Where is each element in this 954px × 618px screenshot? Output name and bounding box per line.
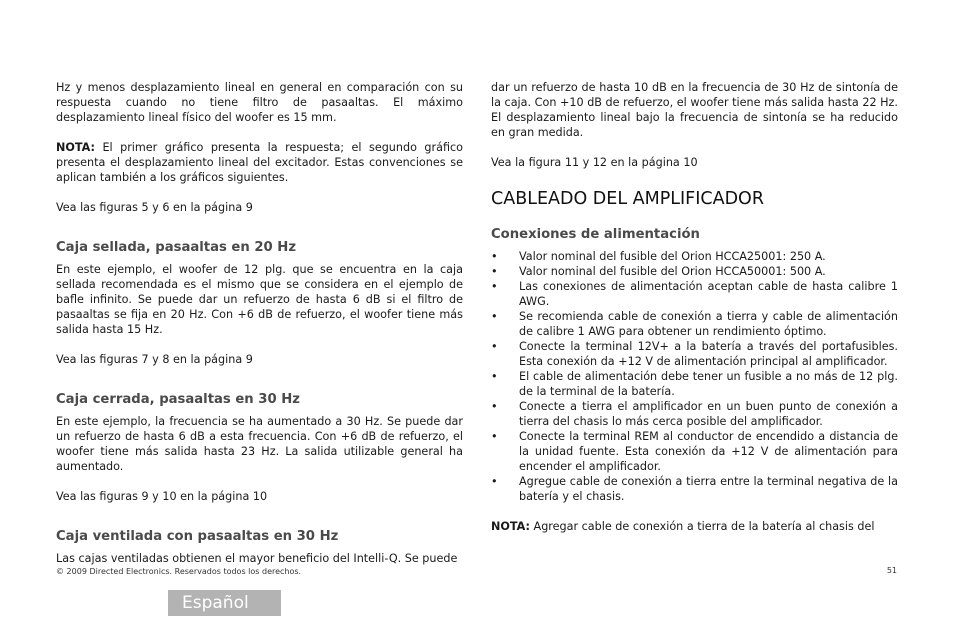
bullet-icon: • bbox=[491, 250, 498, 263]
list-item: • El cable de alimentación debe tener un fusible a no más de 12 plg. de la terminal de la batería. bbox=[491, 370, 898, 398]
list-item: • Conecte a tierra el amplificador en un buen punto de conexión a tierra del chasis lo más cerca posible del amplificador. bbox=[491, 400, 898, 428]
figure-reference-7-8: Vea las figuras 7 y 8 en la página 9 bbox=[56, 353, 253, 366]
bullet-icon: • bbox=[491, 310, 498, 323]
sealed-20hz-paragraph: En este ejemplo, el woofer de 12 plg. que se encuentra en la caja sellada recomendada es el mismo que se considera en el ejemplo de bafle infinito. Se puede dar un refuerzo de hasta 6 dB si el filtro de pasaaltas se fija en 20 Hz. Con +6 dB de refuerzo, el woofer tiene más salida hasta 15 Hz. bbox=[56, 263, 463, 336]
power-connections-heading: Conexiones de alimentación bbox=[491, 227, 700, 242]
note-text: Agregar cable de conexión a tierra de la batería al chasis del bbox=[529, 520, 875, 533]
right-column bbox=[491, 80, 898, 534]
list-item: • Conecte la terminal REM al conductor de encendido a distancia de la unidad fuente. Esta conexión da +12 V de alimentación para encender el amplificador. bbox=[491, 430, 898, 473]
bullet-icon: • bbox=[491, 475, 498, 488]
closed-30hz-paragraph: En este ejemplo, la frecuencia se ha aumentado a 30 Hz. Se puede dar un refuerzo de hasta 6 dB a esta frecuencia. Con +6 dB de refuerzo, el woofer tiene más salida hasta 23 Hz. La salida utilizable general ha aumentado. bbox=[56, 415, 463, 473]
list-item: • Las conexiones de alimentación aceptan cable de hasta calibre 1 AWG. bbox=[491, 280, 898, 308]
heading-vented-30hz: Caja ventilada con pasaaltas en 30 Hz bbox=[56, 529, 339, 544]
ground-note-paragraph bbox=[491, 519, 898, 534]
vented-continuation-paragraph: dar un refuerzo de hasta 10 dB en la frecuencia de 30 Hz de sintonía de la caja. Con +10 dB de refuerzo, el woofer tiene más salida hasta 22 Hz. El desplazamiento lineal bajo la frecuencia de sintonía se ha reducido en gran medida. bbox=[491, 81, 898, 139]
figure-reference-9-10: Vea las figuras 9 y 10 en la página 10 bbox=[56, 490, 268, 503]
section-title: CABLEADO DEL AMPLIFICADOR bbox=[491, 189, 764, 209]
bullet-icon: • bbox=[491, 370, 498, 383]
note-paragraph bbox=[56, 140, 463, 185]
intro-paragraph: Hz y menos desplazamiento lineal en general en comparación con su respuesta cuando no tiene filtro de pasaaltas. El máximo desplazamiento lineal físico del woofer es 15 mm. bbox=[56, 81, 463, 124]
list-item: • Valor nominal del fusible del Orion HCCA50001: 500 A. bbox=[491, 265, 826, 278]
bullet-icon: • bbox=[491, 430, 498, 443]
bullet-icon: • bbox=[491, 265, 498, 278]
bullet-icon: • bbox=[491, 280, 498, 293]
heading-sealed-20hz: Caja sellada, pasaaltas en 20 Hz bbox=[56, 240, 296, 255]
list-item: • Conecte la terminal 12V+ a la batería a través del portafusibles. Esta conexión da +12 V de alimentación principal al amplificador. bbox=[491, 340, 898, 368]
list-item: • Agregue cable de conexión a tierra entre la terminal negativa de la batería y el chasis. bbox=[491, 475, 898, 503]
bullet-icon: • bbox=[491, 340, 498, 353]
heading-closed-30hz: Caja cerrada, pasaaltas en 30 Hz bbox=[56, 392, 300, 407]
figure-reference-11-12: Vea la figura 11 y 12 en la página 10 bbox=[491, 156, 698, 169]
copyright-notice: © 2009 Directed Electronics. Reservados todos los derechos. bbox=[56, 567, 302, 576]
note-label: NOTA: bbox=[491, 520, 530, 533]
language-tab: Español bbox=[168, 590, 281, 616]
power-connections-list bbox=[491, 249, 898, 504]
list-item: • Valor nominal del fusible del Orion HCCA25001: 250 A. bbox=[491, 250, 826, 263]
note-text: El primer gráfico presenta la respuesta; el segundo gráfico presenta el desplazamiento lineal del excitador. Estas convenciones se aplican también a los gráficos siguientes. bbox=[56, 141, 463, 184]
list-item: • Se recomienda cable de conexión a tierra y cable de alimentación de calibre 1 AWG para obtener un rendimiento óptimo. bbox=[491, 310, 898, 338]
note-label: NOTA: bbox=[56, 141, 95, 154]
left-column bbox=[56, 80, 463, 566]
vented-30hz-paragraph: Las cajas ventiladas obtienen el mayor beneficio del Intelli-Q. Se puede bbox=[56, 552, 458, 565]
bullet-icon: • bbox=[491, 400, 498, 413]
figure-reference-5-6: Vea las figuras 5 y 6 en la página 9 bbox=[56, 201, 253, 214]
page-number: 51 bbox=[886, 566, 897, 575]
